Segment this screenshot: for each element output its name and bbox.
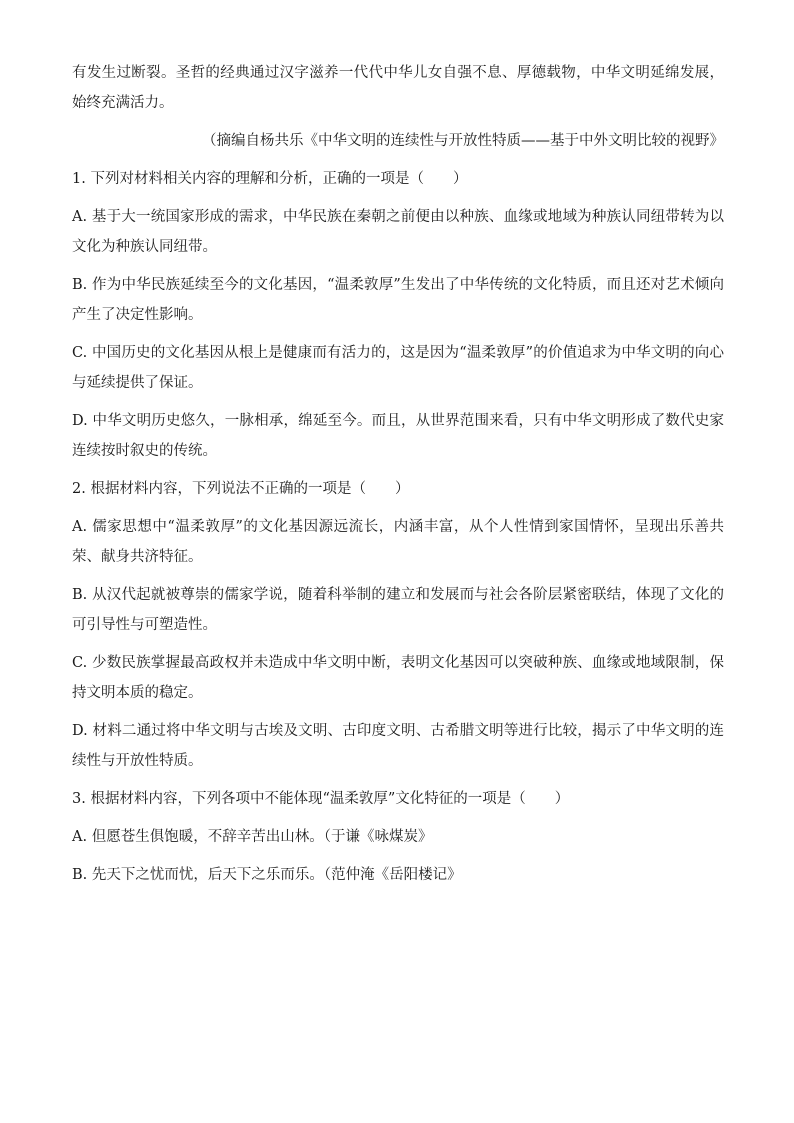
option-c: C. 中国历史的文化基因从根上是健康而有活力的，这是因为“温柔敦厚”的价值追求为中华文明的向心与延续提供了保证。 (72, 345, 724, 391)
option-d: D. 中华文明历史悠久，一脉相承，绵延至今。而且，从世界范围来看，只有中华文明形成了数代史家连续按时叙史的传统。 (72, 413, 724, 459)
option-a: A. 儒家思想中“温柔敦厚”的文化基因源远流长，内涵丰富，从个人性情到家国情怀，呈现出乐善共荣、献身共济特征。 (72, 519, 724, 565)
question-1 (72, 164, 724, 466)
option-b: B. 先天下之忧而忧，后天下之乐而乐。（范仲淹《岳阳楼记》 (72, 867, 462, 883)
question-stem: 1. 下列对材料相关内容的理解和分析，正确的一项是（ ） (72, 171, 468, 187)
question-3 (72, 784, 724, 890)
option-a: A. 基于大一统国家形成的需求，中华民族在秦朝之前便由以种族、血缘或地域为种族认同纽带转为以文化为种族认同纽带。 (72, 209, 724, 255)
option-d: D. 材料二通过将中华文明与古埃及文明、古印度文明、古希腊文明等进行比较，揭示了中华文明的连续性与开放性特质。 (72, 723, 724, 769)
continued-paragraph: 有发生过断裂。圣哲的经典通过汉字滋养一代代中华儿女自强不息、厚德载物，中华文明延绵发展，始终充满活力。 (72, 65, 724, 111)
option-b: B. 作为中华民族延续至今的文化基因，“温柔敦厚”生发出了中华传统的文化特质，而且还对艺术倾向产生了决定性影响。 (72, 277, 724, 323)
document-page (72, 58, 724, 898)
option-a: A. 但愿苍生俱饱暖，不辞辛苦出山林。（于谦《咏煤炭》 (72, 829, 433, 845)
question-stem: 3. 根据材料内容，下列各项中不能体现“温柔敦厚”文化特征的一项是（ ） (72, 791, 570, 807)
question-stem: 2. 根据材料内容，下列说法不正确的一项是（ ） (72, 481, 410, 497)
question-2 (72, 474, 724, 776)
option-c: C. 少数民族掌握最高政权并未造成中华文明中断，表明文化基因可以突破种族、血缘或地域限制，保持文明本质的稳定。 (72, 655, 724, 701)
option-b: B. 从汉代起就被尊崇的儒家学说，随着科举制的建立和发展而与社会各阶层紧密联结，体现了文化的可引导性与可塑造性。 (72, 587, 724, 633)
source-citation: （摘编自杨共乐《中华文明的连续性与开放性特质——基于中外文明比较的视野》 (202, 133, 724, 149)
